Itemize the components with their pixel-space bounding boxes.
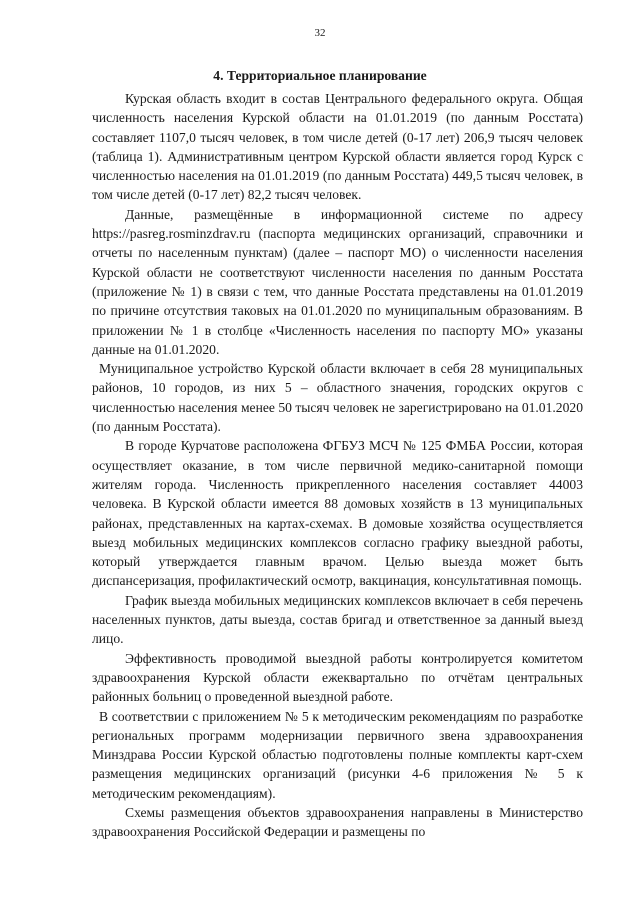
paragraph-passport-data: Данные, размещённые в информационной системе по адресу https://pasreg.rosminzdrav.ru (паспорта медицинских организаций, справочники и отчеты по населенным пунктам) (далее – паспорт МО) о численности населения Курской области не соответствуют численности населения по данным Росстата (приложение № 1) в связи с тем, что данные Росстата представлены на 01.01.2019 по причине отсутствия таковых на 01.01.2020 по муниципальным образованиям. В приложении № 1 в столбце «Численность населения по паспорту МО» указаны данные на 01.01.2020. <box>92 206 583 357</box>
paragraph-kurchatov: В городе Курчатове расположена ФГБУЗ МСЧ № 125 ФМБА России, которая осуществляет оказание, в том числе первичной медико-санитарной помощи жителям города. Численность прикрепленного населения составляет 44003 человека. В Курской области имеется 88 домовых хозяйств в 13 муниципальных районах, представленных на картах-схемах. В домовые хозяйства осуществляется выезд мобильных медицинских комплексов согласно графику выездной работы, который утверждается главным врачом. Целью выезда может быть диспансеризация, профилактический осмотр, вакцинация, консультативная помощь. <box>92 438 583 589</box>
paragraph-appendix-5: В соответствии с приложением № 5 к методическим рекомендациям по разработке региональных программ модернизации первичного звена здравоохранения Минздрава России Курской областью подготовлены полные комплекты карт-схем размещения медицинских организаций (рисунки 4-6 приложения № 5 к методическим рекомендациям). <box>92 708 583 801</box>
paragraph-mobile-schedule: График выезда мобильных медицинских комплексов включает в себя перечень населенных пунктов, даты выезда, состав бригад и ответственное за данный выезд лицо. <box>92 592 583 647</box>
body-text <box>92 89 583 842</box>
page-number: 32 <box>314 27 326 39</box>
section-heading: 4. Территориальное планирование <box>213 68 427 83</box>
paragraph-efficiency: Эффективность проводимой выездной работы контролируется комитетом здравоохранения Курской области ежеквартально по отчётам центральных районных больниц о проведенной выездной работе. <box>92 650 583 705</box>
paragraph-schemes: Схемы размещения объектов здравоохранения направлены в Министерство здравоохранения Российской Федерации и размещены по <box>92 804 583 840</box>
paragraph-population: Курская область входит в состав Центрального федерального округа. Общая численность населения Курской области на 01.01.2019 (по данным Росстата) составляет 1107,0 тысяч человек, в том числе детей (0-17 лет) 206,9 тысяч человек (таблица 1). Административным центром Курской области является город Курск с численностью населения на 01.01.2019 (по данным Росстата) 449,5 тысяч человек, в том числе детей (0-17 лет) 82,2 тысяч человек. <box>92 91 583 203</box>
paragraph-municipal-structure: Муниципальное устройство Курской области включает в себя 28 муниципальных районов, 10 городов, из них 5 – областного значения, городских округов с численностью населения менее 50 тысяч человек не зарегистрировано на 01.01.2020 (по данным Росстата). <box>92 361 583 435</box>
